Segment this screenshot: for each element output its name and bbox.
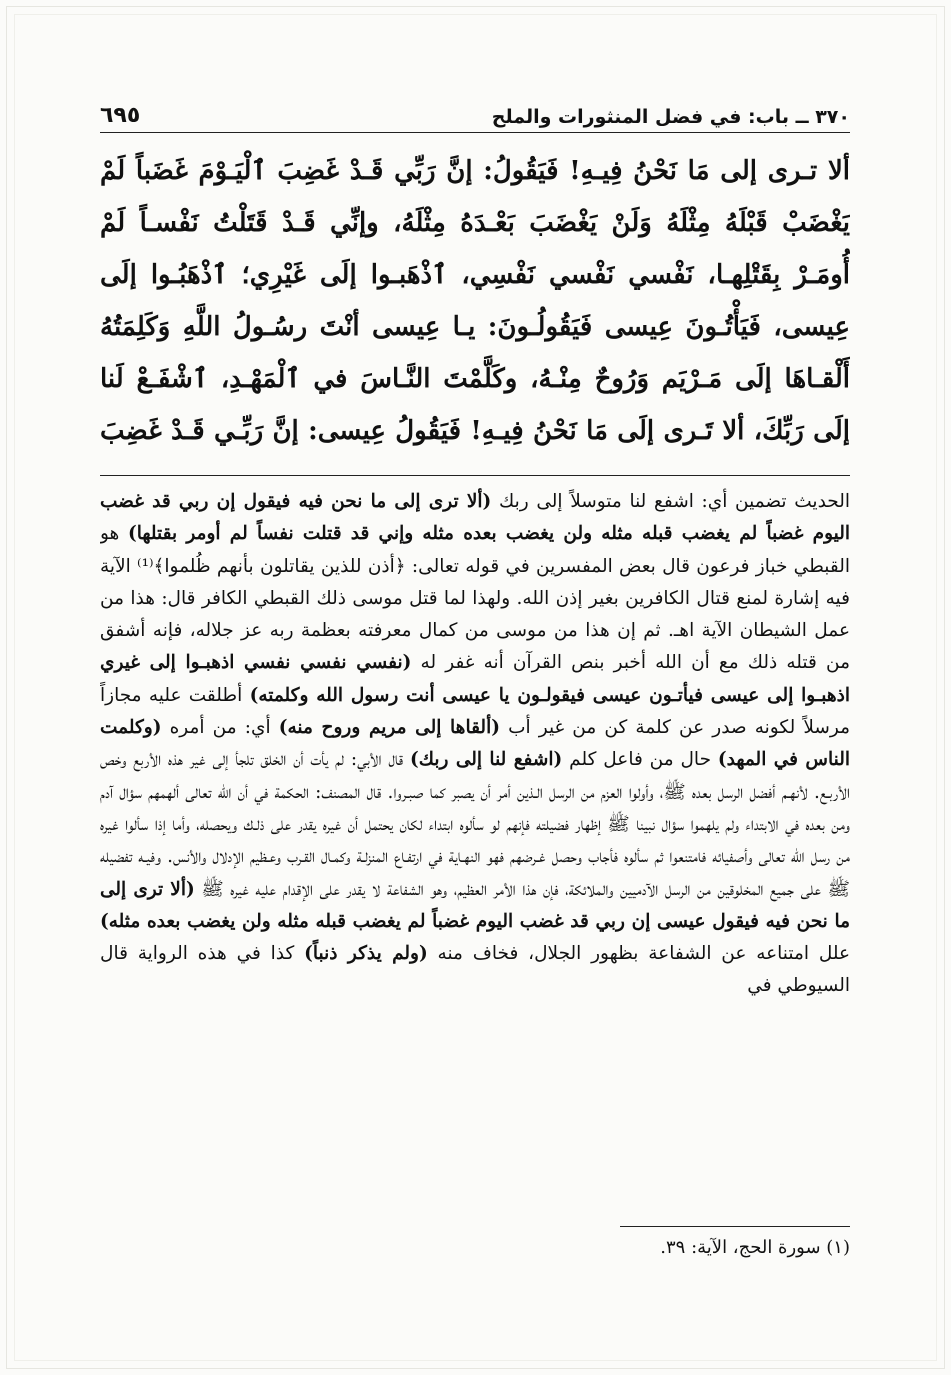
footnote-divider <box>620 1226 850 1227</box>
commentary-quote: (اشفع لنا إلى ربك) <box>409 749 563 771</box>
commentary-text: كذا في هذه الرواية قال السيوطي في <box>100 943 850 997</box>
footnote: (١) سورة الحج، الآية: ٣٩. <box>660 1237 850 1258</box>
commentary-text: علل امتناعه عن الشفاعة بظهور الجلال، فخاف منه <box>427 943 850 965</box>
text-divider <box>100 475 850 476</box>
commentary-quote: (ألقاها إلى مريم وروح منه) <box>278 717 500 739</box>
page-header <box>100 84 850 133</box>
commentary-text: أطلقت عليه مجازاً مرسلاً لكونه صدر عن كلمة كن من غير أب <box>100 684 850 739</box>
chapter-title: ٣٧٠ ــ باب: في فضل المنثورات والملح <box>491 106 850 128</box>
commentary-quote: (نفسي نفسي نفسي اذهبـوا إلى غيري اذهبـوا إلى عيسى فيأتـون عيسى فيقولـون يا عيسى أنت رسول الله وكلمته) <box>100 652 850 706</box>
commentary-quote: (ولم يذكر ذنباً) <box>304 943 428 965</box>
commentary-quote: (ألا ترى إلى ما نحن فيه فيقول عيسى إن ربي قد غضب اليوم غضباً لم يغضب قبله مثله ولن يغضب بعده مثله) <box>100 878 850 932</box>
commentary <box>100 486 850 1202</box>
commentary-quote: (ألا ترى إلى ما نحن فيه فيقول إن ربي قد غضب اليوم غضباً لم يغضب قبله مثله ولن يغضب بعده مثله وإني قد قتلت نفساً لم أومر بقتلها) <box>100 491 850 545</box>
commentary-text: قال الأبي: لم يأت أن الخلق تلجأ إلى غير هذه الأربع وخص الأربـع. لأنهـم أفضل الرسل بعده ﷺ، وأولوا العزم من الرسل الـذين أمر أن يصبر كما صبـروا. قال المصنف: الحكمة في أن الله تعالى ألهمهم سؤال آدم ومن بعده في الابتداء ولم يلهموا سؤال نبينا ﷺ إظهار فضيلته فإنهم لو سألوه ابتداء لكان يحتمل أن غيره يقدر على ذلـك ويحصله، وأما إذا سألوا غيره من رسل الله تعالى وأصفيائه فامتنعوا ثم سألوه فأجاب وحصل غـرضهم فهو النهـاية في ارتفـاع المنزلـة وكمـال القـرب وعـظيم الإدلال والأنس. وفيـه تفضيله ﷺ على جميع المخلوقين من الرسل الآدميين والملائكة، فإن هذا الأمر العظيم، وهو الشفاعة لا يقدر على الإقدام عليه غيره ﷺ <box>100 749 850 900</box>
commentary-text: الحديث تضمين أي: اشفع لنا متوسلاً إلى ربك <box>491 491 850 512</box>
book-page <box>100 84 850 1258</box>
commentary-quote: (وكلمت الناس في المهد) <box>100 717 850 771</box>
hadith-text: ألا تـرى إلى مَا نَحْنُ فِيـهِ! فَيَقُولُ: إنَّ رَبِّي قَـدْ غَضِبَ ٱلْيَـوْمَ غَضَباً لَمْ يَغْضَبْ قَبْلَهُ مِثْلَهُ وَلَنْ يَغْضَبَ بَعْـدَهُ مِثْلَهُ، وإنِّي قَـدْ قَتَلْتُ نَفْسـاً لَمْ أُومَـرْ بِقَتْلِهـا، نَفْسي نَفْسي نَفْسِي، ٱذْهَبـوا إلَى غَيْرِي؛ ٱذْهَبُـوا إلَى عِيسى، فَيَأْتُـونَ عِيسى فَيَقُولُـونَ: يـا عِيسى أنْتَ رسُـولُ اللَّهِ وَكَلِمَتُهُ أَلْقـاهَا إلَى مَـرْيَم وَرُوحٌ مِنْـهُ، وكَلَّمْتَ النَّـاسَ في ٱلْمَهْـدِ، ٱشْفَـعْ لَنا إلَى رَبِّكَ، ألا تَـرى إلَى مَا نَحْنُ فِيـهِ! فَيَقُولُ عِيسى: إنَّ رَبِّـي قَـدْ غَضِبَ <box>100 156 850 446</box>
commentary-text: أي: من أمره <box>161 717 279 739</box>
commentary-text: حال من فاعل كلم <box>562 749 718 771</box>
page-number: ٦٩٥ <box>100 103 141 128</box>
commentary-text: هو القبطي خباز فرعون قال بعض المفسرين في قوله تعالى: ﴿أذن للذين يقاتلون بأنهم ظُلموا﴾⁽¹⁾ الآية فيه إشارة لمنع قتال الكافرين بغير إذن الله. ولهذا لما قتل موسى ذلك القبطي الكافر قال: هذا من عمل الشيطان الآية اهـ. ثم إن هذا من موسى من كمال معرفته بعظمة ربه عز جلاله، فإنه أشفق من قتله ذلك مع أن الله أخبر بنص القرآن أنه غفر له <box>100 523 850 674</box>
